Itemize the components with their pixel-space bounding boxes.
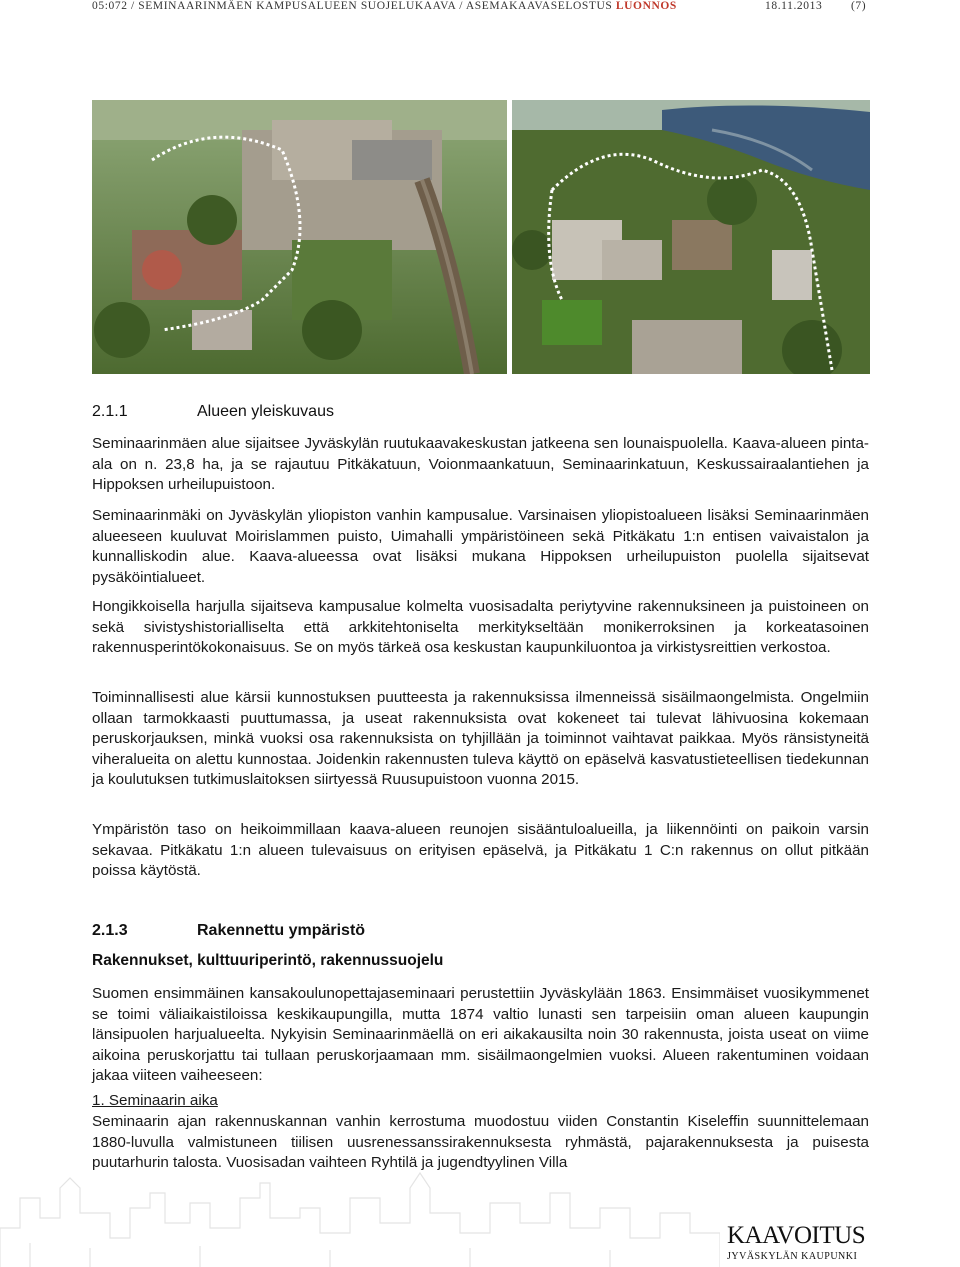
phase-title: 1. Seminaarin aika bbox=[92, 1092, 218, 1109]
section-number: 2.1.1 bbox=[92, 403, 128, 420]
aerial-photo-right bbox=[512, 100, 870, 374]
logo-sub-text: JYVÄSKYLÄN KAUPUNKI bbox=[727, 1251, 858, 1262]
header-date: 18.11.2013 bbox=[765, 0, 823, 12]
subsection-heading: Rakennukset, kulttuuriperintö, rakennussuojelu bbox=[92, 952, 444, 969]
paragraph-4: Toiminnallisesti alue kärsii kunnostuksen puutteesta ja rakennuksissa ilmenneissä sisäilmaongelmista. Ongelmiin ollaan tarmokkaasti puuttumassa, ja useat rakennuksista ovat kokeneet tai tulevat lähivuosina kokemaan peruskorjauksen, minkä vuoksi osa rakennuksista on tyhjillään ja toiminnot vaihtavat paikkaa. Myös ränsistyneitä viheralueita on alettu kunnostaa. Joidenkin rakennusten tuleva käyttö on epäselvä kasvatustieteellisen tiedekunnan ja koulutuksen tutkimuslaitoksen siirtyessä Ruusupuistoon vuonna 2015. bbox=[92, 689, 869, 788]
page-number: (7) bbox=[851, 0, 867, 12]
aerial-photo-left-image bbox=[92, 100, 507, 374]
section-title: Rakennettu ympäristö bbox=[197, 922, 366, 939]
section-number: 2.1.3 bbox=[92, 922, 128, 939]
section-title: Alueen yleiskuvaus bbox=[197, 403, 334, 420]
skyline-decoration bbox=[0, 1168, 720, 1267]
document-code: 05:072 / SEMINAARINMÄEN KAMPUSALUEEN SUOJELUKAAVA / ASEMAKAAVASELOSTUS bbox=[92, 0, 613, 12]
kaavoitus-logo bbox=[727, 1223, 877, 1262]
page-header bbox=[92, 0, 872, 14]
paragraph-3: Hongikkoisella harjulla sijaitseva kampusalue kolmelta vuosisadalta periytyvine rakennuksineen ja puistoineen on sekä sivistyshistorialliselta että arkkitehtoniselta merkitykseltään monikerroksinen ja korkeatasoinen rakennusperintökokonaisuus. Se on myös tärkeä osa keskustan kaupunkiluontoa ja virkistysreittien verkostoa. bbox=[92, 598, 869, 656]
section-heading-2-1-1 bbox=[92, 402, 334, 422]
paragraph-5: Ympäristön taso on heikoimmillaan kaava-alueen reunojen sisääntuloalueilla, ja liikennöinti on paikoin varsin sekavaa. Pitkäkatu 1:n alueen tulevaisuus on erityisen epäselvä, ja Pitkäkatu 1 C:n rakennus on ollut pitkään poissa käytöstä. bbox=[92, 821, 869, 879]
paragraph-7: Seminaarin ajan rakennuskannan vanhin kerrostuma muodostuu viiden Constantin Kiseleffin suunnittelemaan 1880-luvulla valmistuneen tiilisen uusrenessanssirakennuksesta ryhmästä, pajarakennuksesta ja puisesta puutarhurin talosta. Vuosisadan vaihteen Ryhtilä ja jugendtyylinen Villa bbox=[92, 1113, 869, 1171]
section-heading-2-1-3 bbox=[92, 921, 365, 941]
paragraph-2: Seminaarinmäki on Jyväskylän yliopiston vanhin kampusalue. Varsinaisen yliopistoalueen lisäksi Seminaarinmäen alueeseen kuuluvat Moirislammen puisto, Uimahalli ympäristöineen sekä Pitkäkatu 1:n entisen vaivaistalon ja kunnalliskodin alue. Kaava-alueessa ovat lisäksi mukana Hippoksen urheilupuiston puolella sijaitsevat pysäköintialueet. bbox=[92, 507, 869, 586]
logo-main-text: KAAVOITUS bbox=[727, 1222, 866, 1249]
status-label: LUONNOS bbox=[615, 0, 677, 12]
paragraph-6: Suomen ensimmäinen kansakoulunopettajaseminaari perustettiin Jyväskylään 1863. Ensimmäiset vuosikymmenet se toimi väliaikaistiloissa keskikaupungilla, mutta 1874 valtio lunasti sen tarpeisiin oman alueen kaupungin länsipuolen harjualueelta. Nykyisin Seminaarinmäellä on eri aikakausilta noin 30 rakennusta, joista useat on viime aikoina peruskorjattu tai tullaan peruskorjaamaan mm. sisäilmaongelmien vuoksi. Alueen rakentuminen voidaan jakaa viiteen vaiheeseen: bbox=[92, 985, 869, 1084]
aerial-photo-left bbox=[92, 100, 507, 374]
aerial-photo-right-image bbox=[512, 100, 870, 374]
paragraph-1: Seminaarinmäen alue sijaitsee Jyväskylän ruutukaavakeskustan jatkeena sen lounaispuolella. Kaava-alueen pinta-ala on n. 23,8 ha, ja se rajautuu Pitkäkatuun, Voionmaankatuun, Seminaarinkatuun, Keskussairaalantiehen ja Hippoksen urheilupuistoon. bbox=[92, 435, 869, 493]
